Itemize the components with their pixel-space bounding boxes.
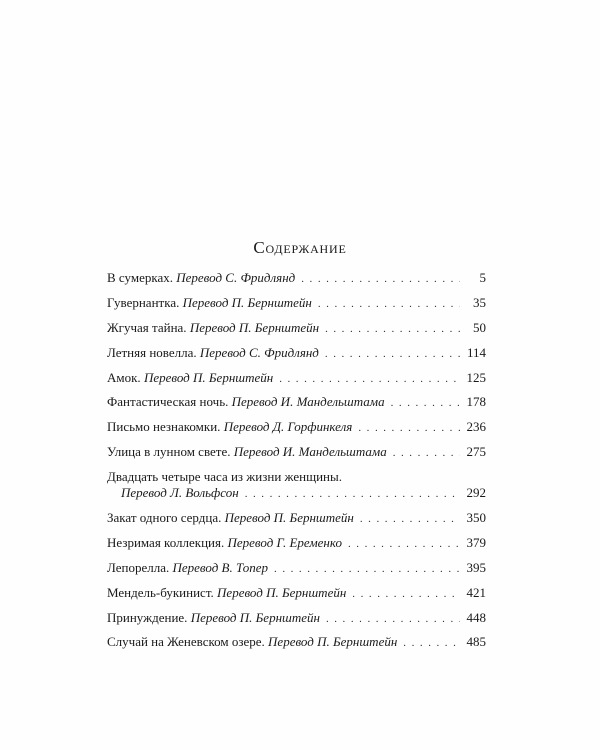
toc-entry <box>107 320 486 337</box>
work-title: Закат одного сердца. <box>107 510 222 526</box>
dot-leader <box>358 420 460 436</box>
dot-leader <box>301 271 460 287</box>
page-number: 178 <box>466 394 486 410</box>
work-title: Гувернантка. <box>107 294 180 310</box>
toc-entry <box>107 585 486 602</box>
dot-leader <box>325 321 460 337</box>
translator-credit: Перевод П. Бернштейн <box>190 609 320 625</box>
translator-credit: Перевод В. Топер <box>172 559 269 575</box>
toc-entry <box>107 370 486 387</box>
page-number: 350 <box>466 510 486 526</box>
dot-leader <box>348 536 460 552</box>
toc-entry <box>107 419 486 436</box>
dot-leader <box>393 445 460 461</box>
toc-heading: Содержание <box>253 238 347 257</box>
dot-leader <box>325 346 460 362</box>
dot-leader <box>403 635 460 651</box>
work-title: Письмо незнакомки. <box>107 419 221 435</box>
dot-leader <box>352 586 460 602</box>
page-number: 421 <box>466 584 486 600</box>
translator-credit: Перевод С. Фридлянд <box>176 270 296 285</box>
page-number: 395 <box>466 559 486 575</box>
page-number: 50 <box>473 319 486 335</box>
page-number: 125 <box>466 369 486 385</box>
page-number: 379 <box>466 534 486 550</box>
translator-credit: Перевод П. Бернштейн <box>182 294 312 310</box>
toc-entry <box>107 610 486 627</box>
toc-entry <box>107 345 486 362</box>
toc-entry <box>107 634 486 651</box>
work-title: Принуждение. <box>107 609 188 625</box>
dot-leader <box>318 296 460 312</box>
work-title: Лепорелла. <box>107 559 170 575</box>
page-number: 292 <box>466 485 486 501</box>
page-number: 448 <box>466 609 486 625</box>
page-number: 485 <box>466 634 486 650</box>
page-number: 275 <box>466 444 486 460</box>
dot-leader <box>245 486 460 502</box>
page-number: 35 <box>473 294 486 310</box>
work-title: В сумерках. <box>107 270 173 285</box>
translator-credit: Перевод С. Фридлянд <box>199 344 319 360</box>
translator-credit: Перевод И. Мандельштама <box>231 394 385 410</box>
translator-credit: Перевод Д. Горфинкеля <box>223 419 353 435</box>
dot-leader <box>326 611 460 627</box>
translator-credit: Перевод П. Бернштейн <box>217 584 347 600</box>
toc-entry <box>107 469 486 502</box>
work-title: Случай на Женевском озере. <box>107 634 265 650</box>
toc-entry <box>107 295 486 312</box>
work-title: Улица в лунном свете. <box>107 444 231 460</box>
toc-entry <box>107 510 486 527</box>
dot-leader <box>274 561 460 577</box>
work-title: Жгучая тайна. <box>107 319 187 335</box>
work-title: Амок. <box>107 369 141 385</box>
page-number: 114 <box>466 344 486 360</box>
dot-leader <box>391 395 460 411</box>
translator-credit: Перевод Л. Вольфсон <box>121 485 239 501</box>
toc-entry <box>107 270 486 287</box>
page-number: 236 <box>466 419 486 435</box>
work-title: Двадцать четыре часа из жизни женщины. <box>107 469 342 485</box>
toc-entry <box>107 560 486 577</box>
translator-credit: Перевод И. Мандельштама <box>233 444 387 460</box>
work-title: Летняя новелла. <box>107 344 197 360</box>
page-number: 5 <box>479 270 486 285</box>
work-title: Незримая коллекция. <box>107 534 225 550</box>
translator-credit: Перевод П. Бернштейн <box>268 634 398 650</box>
work-title: Фантастическая ночь. <box>107 394 229 410</box>
dot-leader <box>279 371 460 387</box>
translator-credit: Перевод П. Бернштейн <box>189 319 320 335</box>
dot-leader <box>360 511 460 527</box>
toc-entry <box>107 394 486 411</box>
translator-credit: Перевод П. Бернштейн <box>224 510 354 526</box>
work-title: Мендель-букинист. <box>107 584 214 600</box>
translator-credit: Перевод П. Бернштейн <box>143 369 274 385</box>
toc-entry <box>107 444 486 461</box>
toc-entry <box>107 535 486 552</box>
translator-credit: Перевод Г. Еременко <box>227 534 342 550</box>
table-of-contents <box>107 270 486 659</box>
